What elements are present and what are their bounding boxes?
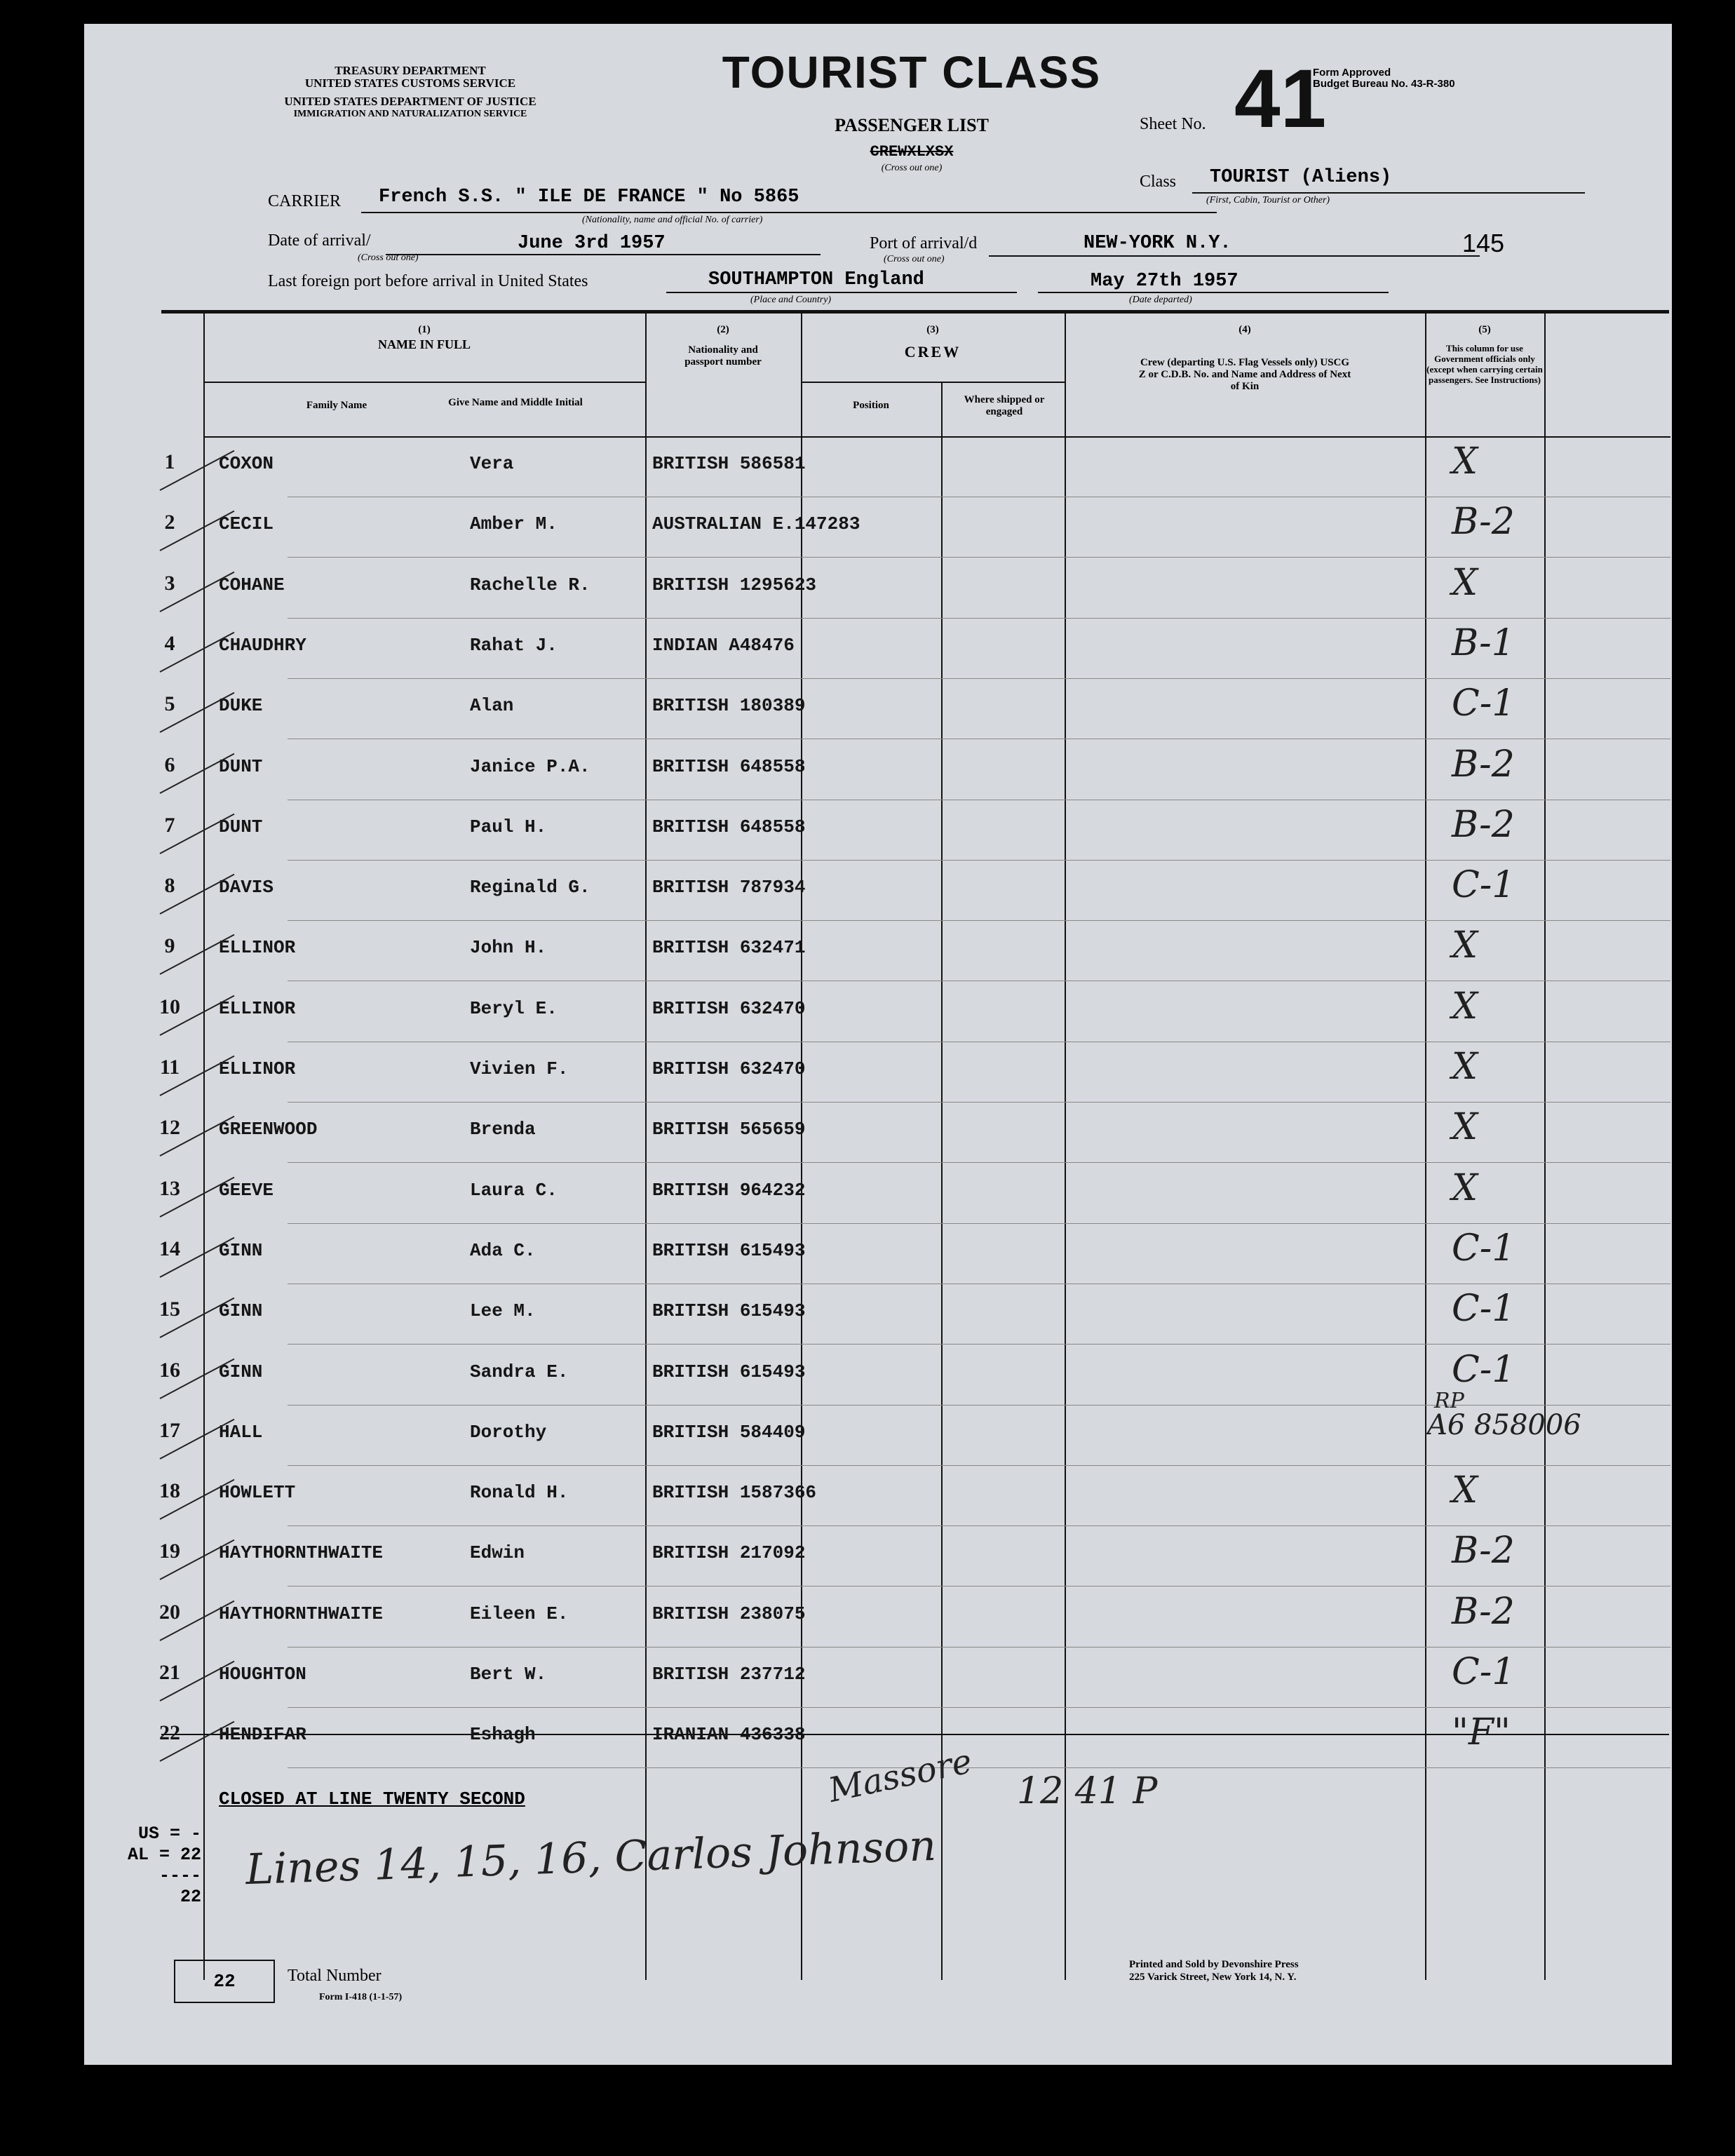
port-value: NEW-YORK N.Y.	[1083, 233, 1231, 254]
row-divider	[288, 1465, 1670, 1466]
row-number: 16	[159, 1358, 180, 1382]
family-name: ELLINOR	[219, 937, 296, 959]
col3-position-header: Position	[853, 400, 889, 411]
official-mark: X	[1452, 1106, 1478, 1149]
family-name: GINN	[219, 1239, 263, 1261]
col2-title: Nationality and passport number	[684, 344, 762, 368]
total-box	[174, 1960, 275, 2003]
passport-number: IRANIAN 436338	[652, 1724, 806, 1746]
row-number: 14	[159, 1237, 180, 1260]
agency-line: UNITED STATES DEPARTMENT OF JUSTICE	[284, 95, 536, 108]
official-mark: B-1	[1452, 621, 1515, 664]
col4-title: Crew (departing U.S. Flag Vessels only) USCG Z or C.D.B. No. and Name and Address of Next of Kin	[1138, 357, 1351, 392]
official-mark: C-1	[1452, 682, 1515, 725]
row-divider	[288, 1647, 1670, 1648]
official-mark: B-2	[1452, 1590, 1515, 1633]
header-subrule	[801, 382, 1065, 383]
family-name: HALL	[219, 1421, 263, 1443]
passport-number: BRITISH 180389	[652, 695, 806, 717]
handwritten-code: 12 41 P	[1017, 1770, 1158, 1812]
given-name: Dorothy	[470, 1421, 547, 1443]
official-mark: X	[1452, 440, 1478, 483]
given-name: Ronald H.	[470, 1482, 569, 1504]
closed-line-note: CLOSED AT LINE TWENTY SECOND	[219, 1788, 525, 1810]
passport-number: BRITISH 615493	[652, 1361, 806, 1382]
budget-bureau-text: Budget Bureau No. 43-R-380	[1313, 78, 1455, 90]
given-name: Edwin	[470, 1542, 525, 1564]
printer-info	[1129, 1958, 1299, 1983]
passport-number: BRITISH 237712	[652, 1664, 806, 1685]
family-name: DUKE	[219, 695, 263, 717]
col3-number: (3)	[926, 324, 939, 335]
handwritten-lines-note: Lines 14, 15, 16, Carlos Johnson	[245, 1821, 937, 1895]
given-name: Reginald G.	[470, 877, 590, 898]
row-number: 6	[164, 753, 175, 776]
sheet-label: Sheet No.	[1140, 115, 1206, 133]
col2-header	[645, 324, 801, 368]
form-approved-text: Form Approved	[1313, 67, 1391, 79]
family-name: COXON	[219, 453, 274, 474]
col4-header	[1065, 324, 1425, 393]
row-divider	[288, 678, 1670, 679]
arrival-label: Date of arrival/	[268, 231, 371, 250]
passport-number: BRITISH 615493	[652, 1300, 806, 1322]
row-divider	[288, 618, 1670, 619]
row-number: 12	[159, 1116, 180, 1140]
given-name: Beryl E.	[470, 997, 558, 1019]
row-divider	[288, 1767, 1670, 1768]
col3-where-header: Where shipped or engaged	[964, 394, 1045, 417]
official-mark: X	[1452, 924, 1478, 967]
col5-number: (5)	[1478, 324, 1491, 335]
row-number: 10	[159, 995, 180, 1018]
handwritten-inspector-note: Massore	[825, 1741, 975, 1810]
passport-number: BRITISH 586581	[652, 453, 806, 474]
family-name: DUNT	[219, 816, 263, 837]
page-number: 145	[1462, 229, 1505, 257]
passport-number: BRITISH 565659	[652, 1119, 806, 1140]
given-name: Brenda	[470, 1119, 536, 1140]
official-mark: B-2	[1452, 1530, 1515, 1572]
official-mark: C-1	[1452, 1651, 1515, 1693]
given-name: Rahat J.	[470, 634, 558, 656]
agency-line: IMMIGRATION AND NATURALIZATION SERVICE	[293, 109, 527, 119]
last-port-note: (Place and Country)	[750, 295, 832, 305]
row-number: 13	[159, 1176, 180, 1200]
family-name: GEEVE	[219, 1179, 274, 1201]
row-number: 4	[164, 631, 175, 655]
col1-number: (1)	[418, 324, 431, 335]
passport-number: BRITISH 238075	[652, 1603, 806, 1624]
official-mark: X	[1452, 985, 1478, 1028]
row-number: 18	[159, 1479, 180, 1503]
family-name: HENDIFAR	[219, 1724, 306, 1746]
class-note: (First, Cabin, Tourist or Other)	[1206, 195, 1330, 206]
family-name: GINN	[219, 1300, 263, 1322]
row-divider	[288, 1223, 1670, 1224]
official-mark: B-2	[1452, 803, 1515, 846]
col1-given-header: Give Name and Middle Initial	[448, 397, 583, 408]
passport-number: BRITISH 632470	[652, 1058, 806, 1079]
given-name: Laura C.	[470, 1179, 558, 1201]
header-subrule	[203, 382, 645, 383]
passport-number: BRITISH 615493	[652, 1239, 806, 1261]
family-name: HOWLETT	[219, 1482, 296, 1504]
last-port-value: SOUTHAMPTON England	[708, 269, 924, 290]
official-mark: X	[1452, 561, 1478, 604]
last-port-label: Last foreign port before arrival in United States	[268, 272, 588, 290]
col3-header	[801, 324, 1065, 361]
arrival-underline	[386, 254, 821, 255]
row-divider	[288, 1162, 1670, 1163]
passport-number: BRITISH 217092	[652, 1542, 806, 1564]
given-name: Janice P.A.	[470, 755, 590, 777]
list-title: PASSENGER LIST	[835, 115, 989, 135]
sheet-number: 41	[1234, 53, 1327, 145]
passport-number: INDIAN A48476	[652, 634, 795, 656]
family-name: HAYTHORNTHWAITE	[219, 1603, 384, 1624]
table-top-rule	[161, 310, 1669, 314]
row-number: 2	[164, 511, 175, 534]
table-bottom-rule	[161, 1734, 1669, 1735]
given-name: Eileen E.	[470, 1603, 569, 1624]
row-number: 22	[159, 1721, 180, 1745]
official-mark: A6 858006	[1427, 1408, 1581, 1441]
given-name: Amber M.	[470, 513, 558, 535]
given-name: Alan	[470, 695, 514, 717]
column-divider	[203, 314, 205, 1980]
manifest-sheet	[84, 24, 1672, 2065]
given-name: Paul H.	[470, 816, 547, 837]
passport-number: BRITISH 632470	[652, 997, 806, 1019]
official-mark: "F"	[1452, 1711, 1511, 1754]
family-name: COHANE	[219, 574, 285, 595]
column-divider	[1065, 314, 1066, 1980]
row-number: 9	[164, 934, 175, 958]
family-name: ELLINOR	[219, 1058, 296, 1079]
official-mark: X	[1452, 1166, 1478, 1209]
agency-line: UNITED STATES CUSTOMS SERVICE	[304, 76, 516, 90]
col1-title: NAME IN FULL	[377, 337, 471, 351]
class-value: TOURIST (Aliens)	[1210, 167, 1392, 188]
tally-block	[100, 1824, 201, 1908]
row-number: 15	[159, 1298, 180, 1321]
tally-total: 22	[180, 1887, 201, 1907]
row-number: 3	[164, 571, 175, 595]
form-number: Form I-418 (1-1-57)	[319, 1992, 403, 2002]
family-name: DUNT	[219, 755, 263, 777]
passport-number: AUSTRALIAN E.147283	[652, 513, 860, 535]
given-name: Sandra E.	[470, 1361, 569, 1382]
passport-number: BRITISH 787934	[652, 877, 806, 898]
col5-title: This column for use Government officials only (except when carrying certain passengers. See Instructions)	[1426, 343, 1543, 385]
col2-number: (2)	[717, 324, 729, 335]
row-divider	[288, 557, 1670, 558]
row-number: 21	[159, 1661, 180, 1684]
row-number: 20	[159, 1600, 180, 1624]
departed-note: (Date departed)	[1129, 295, 1192, 305]
official-mark: C-1	[1452, 1227, 1515, 1269]
tourist-class-stamp: TOURIST CLASS	[722, 47, 1102, 97]
departed-underline	[1038, 292, 1389, 293]
official-mark: B-2	[1452, 501, 1515, 544]
given-name: Vera	[470, 453, 514, 474]
given-name: Lee M.	[470, 1300, 536, 1322]
row-number: 5	[164, 692, 175, 716]
col1-family-header: Family Name	[306, 400, 367, 411]
family-name: ELLINOR	[219, 997, 296, 1019]
crossed-word: CREWXLXSX	[870, 143, 954, 161]
tally-us: US = -	[137, 1824, 201, 1844]
column-divider	[1544, 314, 1546, 1980]
class-underline	[1192, 192, 1585, 194]
column-divider	[1425, 314, 1426, 1980]
departed-value: May 27th 1957	[1091, 271, 1238, 292]
form-approved	[1313, 67, 1455, 90]
total-label: Total Number	[288, 1967, 382, 1985]
port-label: Port of arrival/d	[870, 234, 978, 252]
official-mark: C-1	[1452, 1348, 1515, 1391]
last-port-underline	[666, 292, 1017, 293]
row-divider	[288, 860, 1670, 861]
carrier-note: (Nationality, name and official No. of carrier)	[582, 215, 763, 225]
given-name: Bert W.	[470, 1664, 547, 1685]
col5-header	[1425, 324, 1544, 385]
family-name: GINN	[219, 1361, 263, 1382]
given-name: Rachelle R.	[470, 574, 590, 595]
family-name: HOUGHTON	[219, 1664, 306, 1685]
official-mark: C-1	[1452, 1288, 1515, 1330]
row-number: 8	[164, 874, 175, 898]
tally-al: AL = 22	[127, 1845, 201, 1865]
col1-header	[203, 324, 645, 351]
row-divider	[288, 1525, 1670, 1526]
passport-number: BRITISH 584409	[652, 1421, 806, 1443]
arrival-note: (Cross out one)	[358, 252, 419, 263]
row-number: 7	[164, 813, 175, 837]
total-value: 22	[213, 1971, 236, 1992]
given-name: Vivien F.	[470, 1058, 569, 1079]
passport-number: BRITISH 1587366	[652, 1482, 817, 1504]
cross-out-note: (Cross out one)	[881, 163, 943, 173]
column-divider	[645, 314, 647, 1980]
header-bottom-rule	[203, 436, 1670, 438]
family-name: HAYTHORNTHWAITE	[219, 1542, 384, 1564]
carrier-value: French S.S. " ILE DE FRANCE " No 5865	[379, 187, 799, 208]
class-label: Class	[1140, 173, 1177, 191]
row-divider	[288, 1707, 1670, 1708]
passport-number: BRITISH 1295623	[652, 574, 817, 595]
official-mark: X	[1452, 1046, 1478, 1088]
row-divider	[288, 920, 1670, 921]
row-number: 11	[159, 1056, 180, 1079]
row-number: 17	[159, 1418, 180, 1442]
family-name: CHAUDHRY	[219, 634, 306, 656]
given-name: Ada C.	[470, 1239, 536, 1261]
row-number: 19	[159, 1539, 180, 1563]
passport-number: BRITISH 648558	[652, 755, 806, 777]
given-name: Eshagh	[470, 1724, 536, 1746]
agency-line: TREASURY DEPARTMENT	[335, 64, 486, 77]
family-name: CECIL	[219, 513, 274, 535]
printer-line: Printed and Sold by Devonshire Press	[1129, 1959, 1299, 1970]
tally-dash: ----	[158, 1866, 201, 1886]
port-underline	[989, 255, 1480, 257]
port-note: (Cross out one)	[884, 254, 945, 264]
printer-line: 225 Varick Street, New York 14, N. Y.	[1129, 1972, 1297, 1983]
col4-number: (4)	[1238, 324, 1251, 335]
family-name: DAVIS	[219, 877, 274, 898]
column-divider	[941, 382, 943, 1980]
given-name: John H.	[470, 937, 547, 959]
agency-block	[245, 65, 575, 121]
carrier-underline	[361, 212, 1217, 213]
row-number: 1	[164, 450, 175, 473]
handwritten-rp: RP	[1434, 1389, 1464, 1413]
official-mark: B-2	[1452, 743, 1515, 786]
row-divider	[288, 1344, 1670, 1345]
family-name: GREENWOOD	[219, 1119, 318, 1140]
official-mark: C-1	[1452, 864, 1515, 907]
passport-number: BRITISH 648558	[652, 816, 806, 837]
official-mark: X	[1452, 1469, 1478, 1512]
col3-title: CREW	[904, 343, 961, 361]
arrival-value: June 3rd 1957	[518, 233, 666, 254]
carrier-label: CARRIER	[268, 192, 342, 210]
passport-number: BRITISH 964232	[652, 1179, 806, 1201]
passport-number: BRITISH 632471	[652, 937, 806, 959]
row-divider	[288, 1102, 1670, 1103]
